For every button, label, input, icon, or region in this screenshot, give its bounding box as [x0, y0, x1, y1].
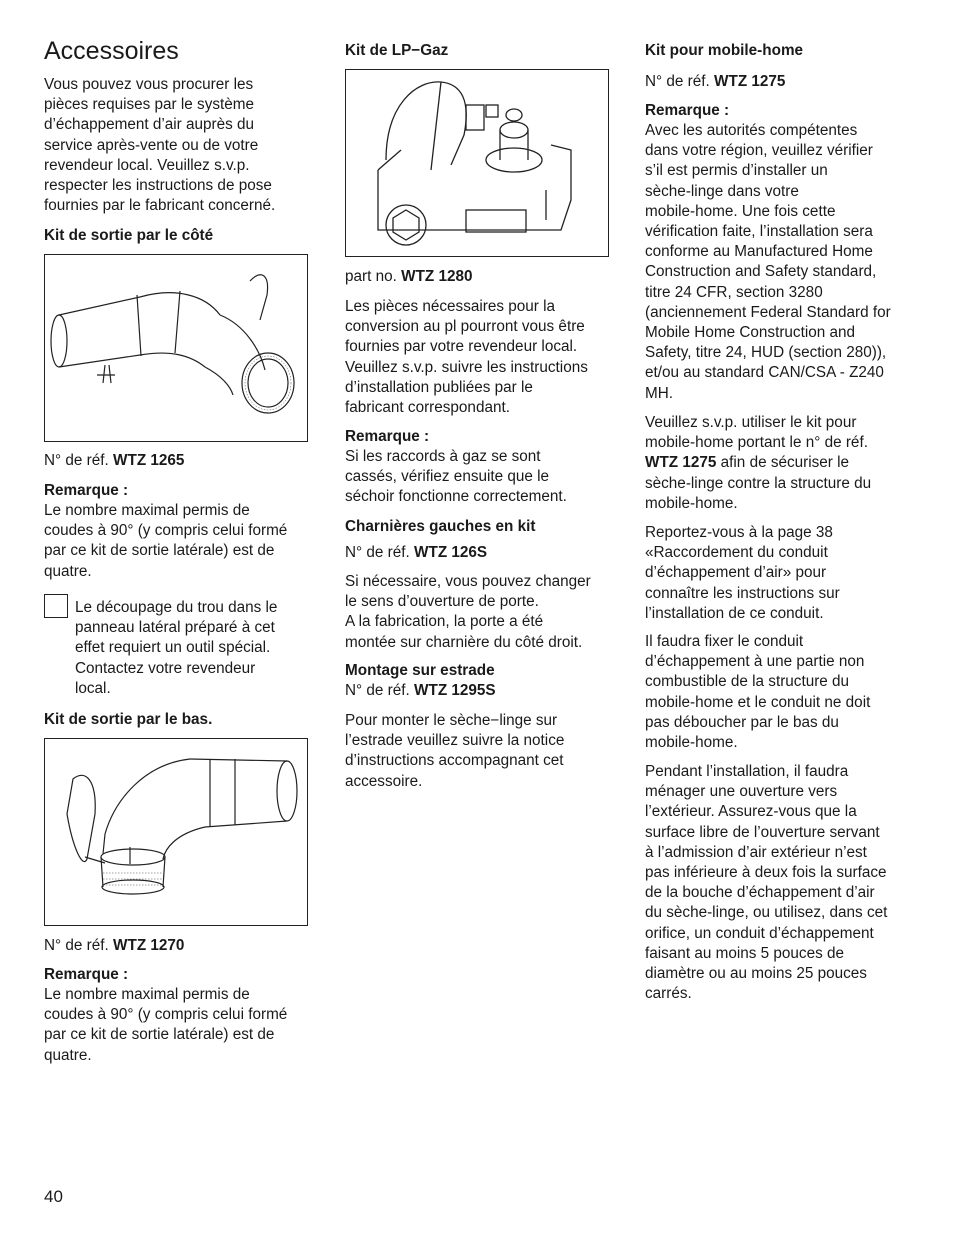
page-title: Accessoires [44, 37, 179, 65]
bottom-kit-heading: Kit de sortie par le bas. [44, 711, 213, 728]
side-ref-prefix: N° de réf. [44, 452, 114, 469]
refer-paragraph: Reportez-vous à la page 38 «Raccordement du conduit d’échappement d’air» pour connaître les instructions sur l’installation de ce conduit. [645, 524, 840, 622]
pedestal-ref-code: WTZ 1295S [414, 682, 496, 699]
hinge-kit-reference [345, 543, 487, 563]
use-kit-part2: afin de sécuriser le sèche-linge contre la structure du mobile-home. [645, 454, 872, 512]
bottom-ref-prefix: N° de réf. [44, 937, 114, 954]
pedestal-text: Pour monter le sèche−linge sur l’estrade veuillez suivre la notice d’instructions accompagnant cet accessoire. [345, 712, 565, 790]
hinge-ref-code: WTZ 126S [414, 544, 488, 561]
bottom-note-text: Le nombre maximal permis de coudes à 90° (y compris celui formé par ce kit de sortie latérale) est de quatre. [44, 986, 288, 1064]
lp-gas-reference [345, 267, 473, 287]
mobile-home-heading: Kit pour mobile-home [645, 42, 804, 59]
mobile-ref-code: WTZ 1275 [714, 73, 786, 90]
bottom-ref-code: WTZ 1270 [113, 937, 185, 954]
mobile-note-text: Avec les autorités compétentes dans votre région, veuillez vérifier s’il est permis d’installer un sèche-linge dans votre mobile-home. Une fois cette vérification faite, l’installation sera conforme au Manufactured Home Construction and Safety standard, titre 24 CFR, section 3280 (anciennement Federal Standard for Mobile Home Construction and Safety, titre 24, HUD (section 280)), et/ou au standard CAN/CSA - Z240 MH. [645, 122, 891, 402]
side-kit-reference [44, 451, 184, 471]
lp-gas-heading: Kit de LP−Gaz [345, 42, 449, 59]
lp-ref-code: WTZ 1280 [401, 268, 473, 285]
lp-ref-prefix: part no. [345, 268, 402, 285]
lp-note-text: Si les raccords à gaz se sont cassés, vérifiez ensuite que le séchoir fonctionne correctement. [345, 448, 567, 506]
lp-gas-kit-illustration [345, 69, 609, 257]
gas-valve-icon [346, 70, 608, 256]
pedestal-heading: Montage sur estrade [345, 662, 495, 679]
use-kit-code: WTZ 1275 [645, 454, 717, 472]
hinge-kit-text: Si nécessaire, vous pouvez changer le sens d’ouverture de porte. A la fabrication, la porte a été montée sur charnière du côté droit. [345, 573, 591, 651]
pedestal-reference [345, 681, 496, 701]
mobile-ref-prefix: N° de réf. [645, 73, 715, 90]
hinge-ref-prefix: N° de réf. [345, 544, 415, 561]
intro-paragraph: Vous pouvez vous procurer les pièces requises par le système d’échappement d’air auprès du service après-vente ou de votre revendeur local. Veuillez s.v.p. respecter les instructions de pose fournies par le fabricant concerné. [44, 76, 276, 215]
side-box-text: Le découpage du trou dans le panneau latéral préparé à cet effet requiert un outil spécial. Contactez votre revendeur local. [75, 599, 278, 697]
fix-duct-paragraph: Il faudra fixer le conduit d’échappement à une partie non combustible de la structure du mobile-home et le conduit ne doit pas déboucher par le bas du mobile-home. [645, 633, 871, 752]
bottom-vent-duct-icon [45, 739, 307, 925]
mobile-home-reference [645, 72, 785, 92]
installation-paragraph: Pendant l’installation, il faudra ménager une ouverture vers l’extérieur. Assurez-vous que la surface libre de l’ouverture servant à l’admission d’air extérieur n’est pas inférieure à deux fois la surface de la bouche d’échappement d’air du sèche-linge, ou utilisez, dans cet orifice, un conduit d’échappement faisant au moins 5 pouces de diamètre ou au moins 25 pouces carrés. [645, 763, 888, 1003]
bottom-vent-kit-illustration [44, 738, 308, 926]
side-note-heading: Remarque : [44, 482, 129, 499]
side-vent-duct-icon [45, 255, 307, 441]
use-kit-paragraph [645, 413, 871, 514]
bottom-kit-reference [44, 936, 184, 956]
hinge-kit-heading: Charnières gauches en kit [345, 518, 536, 535]
lp-gas-text: Les pièces nécessaires pour la conversion au pl pourront vous être fournies par votre revendeur local. Veuillez s.v.p. suivre les instructions d’installation publiées par le fabricant correspondant. [345, 298, 588, 417]
side-note-text: Le nombre maximal permis de coudes à 90° (y compris celui formé par ce kit de sortie latérale) est de quatre. [44, 502, 288, 580]
page-number: 40 [44, 1187, 63, 1206]
side-ref-code: WTZ 1265 [113, 452, 185, 469]
side-kit-heading: Kit de sortie par le côté [44, 227, 214, 244]
note-checkbox-icon [44, 594, 68, 618]
pedestal-ref-prefix: N° de réf. [345, 682, 415, 699]
side-vent-kit-illustration [44, 254, 308, 442]
use-kit-part1: Veuillez s.v.p. utiliser le kit pour mobile-home portant le n° de réf. [645, 414, 868, 452]
lp-note-heading: Remarque : [345, 428, 430, 445]
bottom-note-heading: Remarque : [44, 966, 129, 983]
mobile-note-heading: Remarque : [645, 102, 730, 119]
